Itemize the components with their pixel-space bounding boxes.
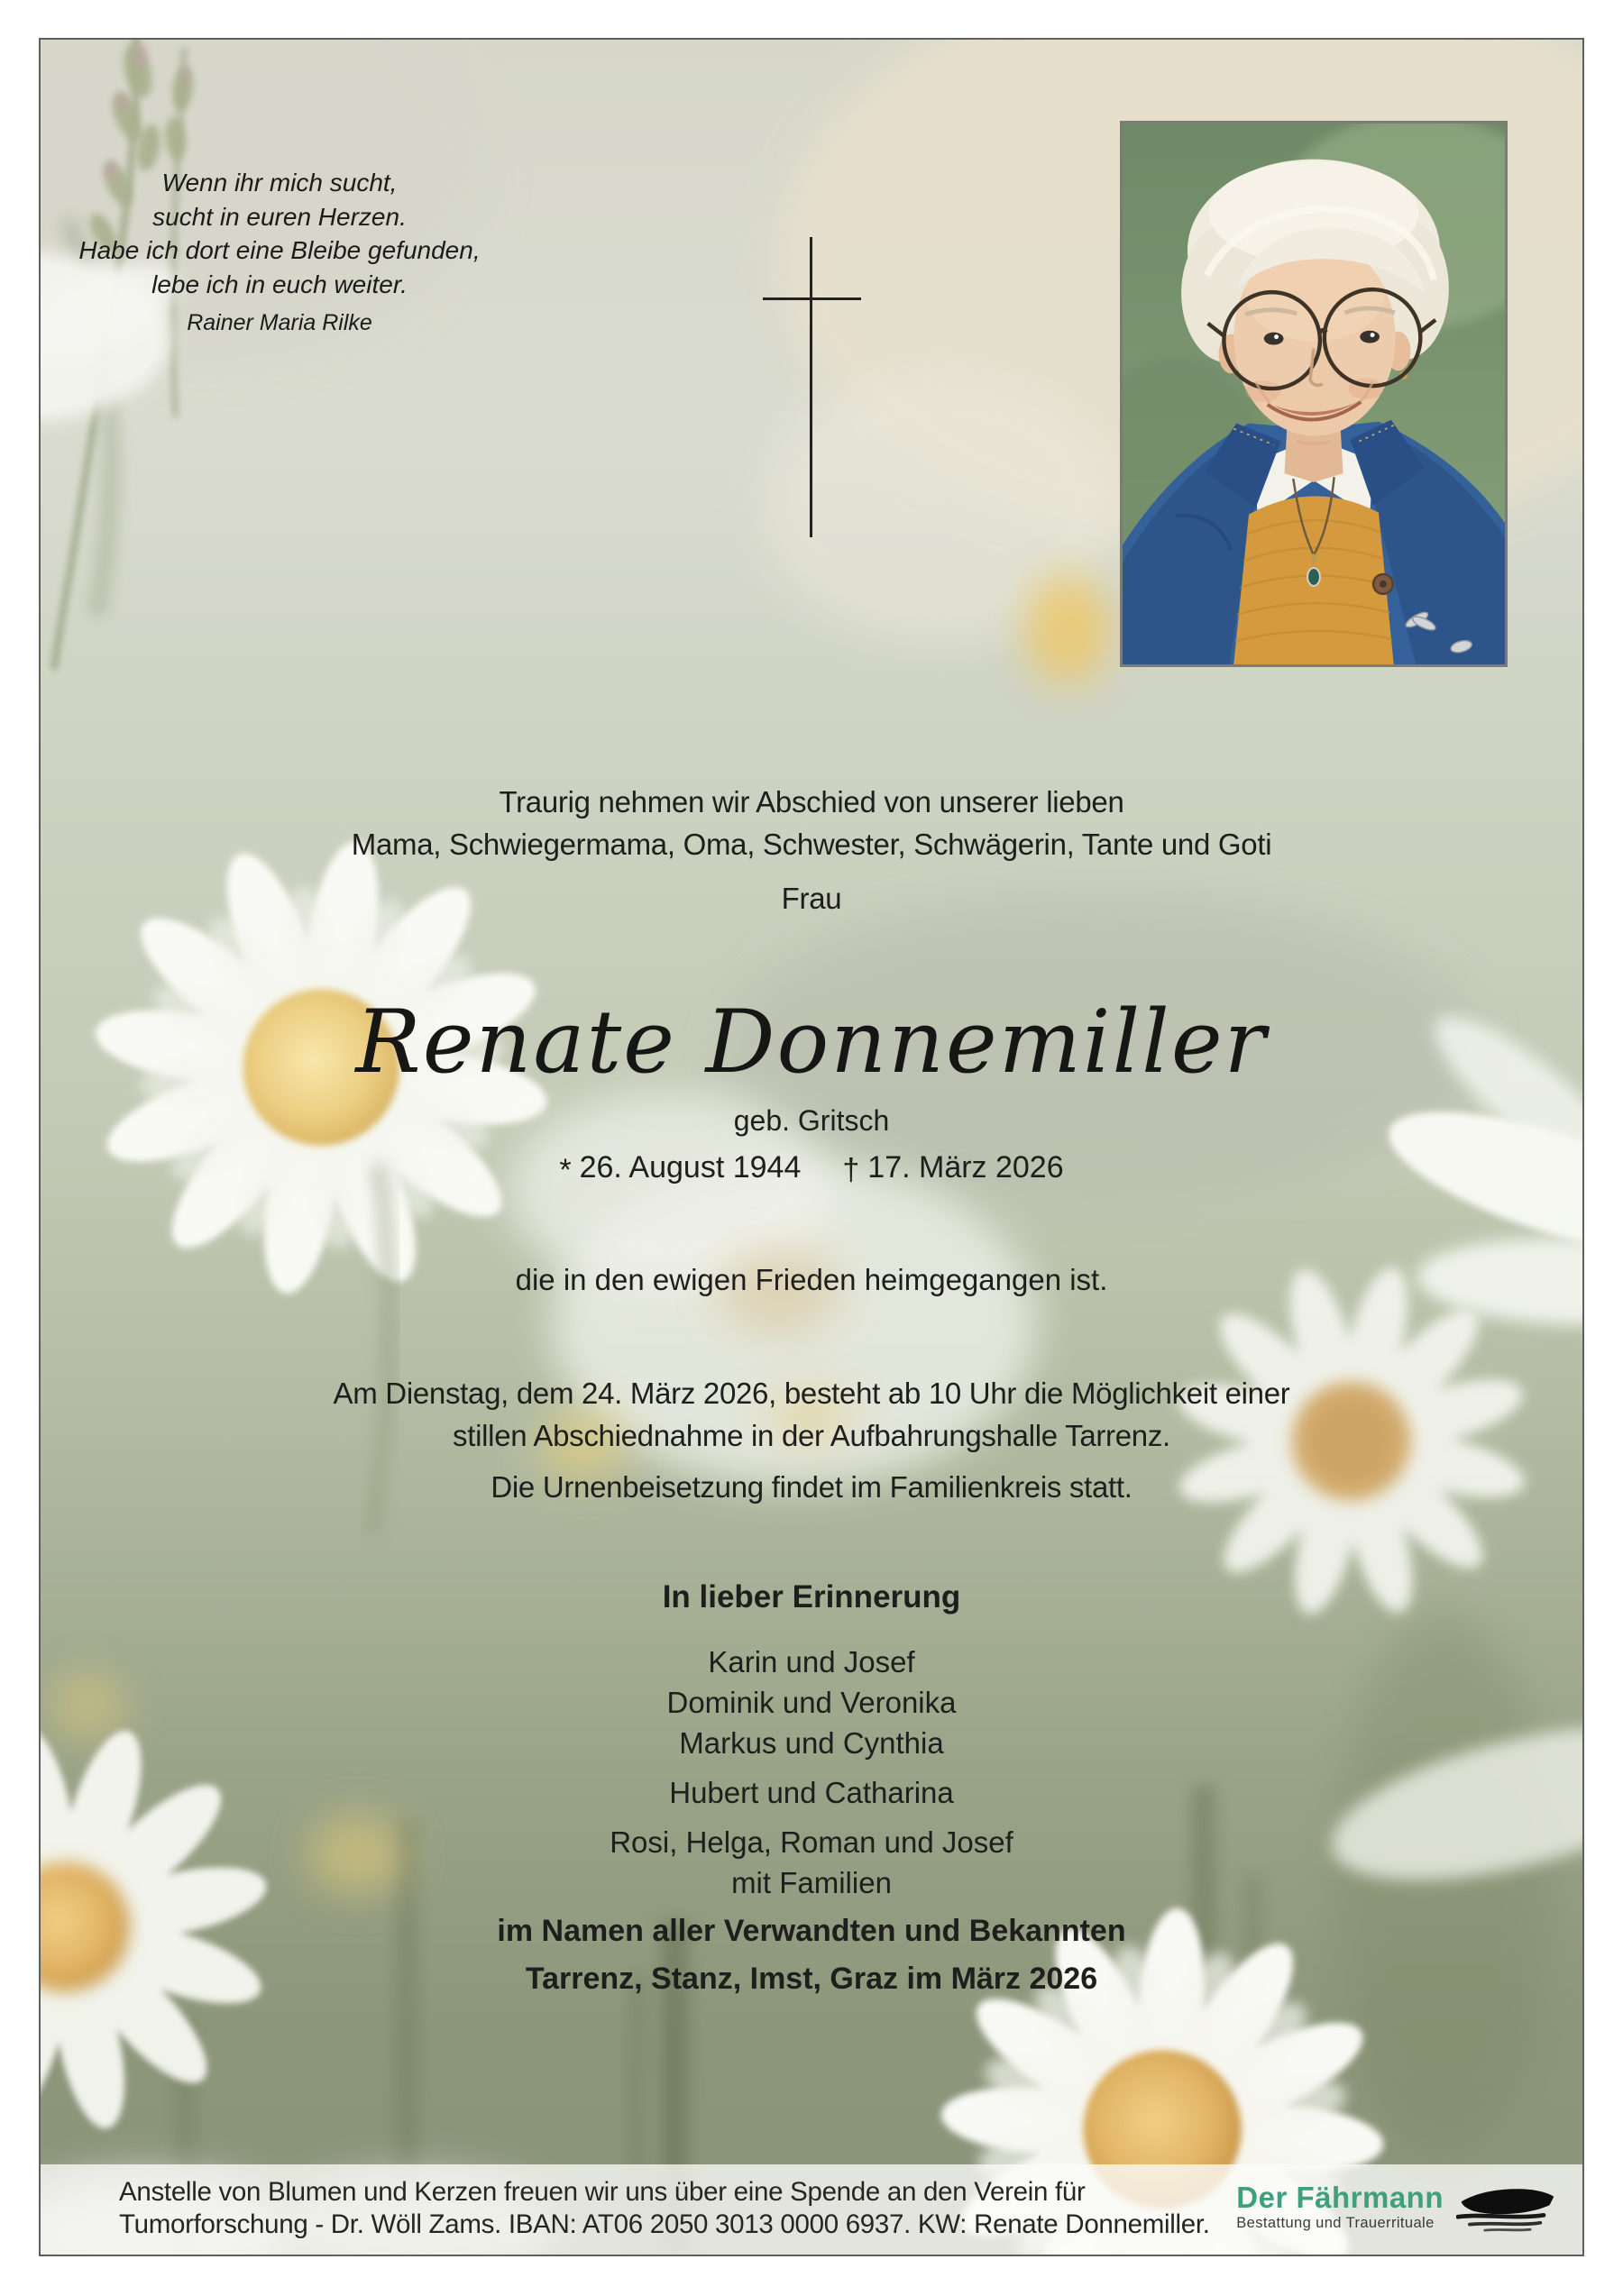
cross-horizontal-bar <box>763 297 861 300</box>
closing-line-1: im Namen aller Verwandten und Bekannten <box>497 1914 1126 1948</box>
donation-line-2: Tumorforschung - Dr. Wöll Zams. IBAN: AT06 2050 3013 0000 6937. KW: Renate Donnemiller. <box>119 2209 1210 2239</box>
mourner-line: Hubert und Catharina <box>669 1776 954 1809</box>
death-cross-symbol: † <box>842 1153 860 1187</box>
birth-date-group <box>559 1150 801 1185</box>
intro-line-1: Traurig nehmen wir Abschied von unserer lieben <box>499 785 1124 819</box>
portrait-photo <box>1120 121 1508 667</box>
mourner-line: Markus und Cynthia <box>679 1726 944 1760</box>
intro-line-2: Mama, Schwiegermama, Oma, Schwester, Schwägerin, Tante und Goti <box>351 828 1272 861</box>
salutation: Frau <box>781 882 842 915</box>
memorial-poem <box>72 166 487 341</box>
mourner-line: Dominik und Veronika <box>666 1686 957 1719</box>
mourner-line: Karin und Josef <box>708 1645 915 1679</box>
poem-line-2: sucht in euren Herzen. <box>152 202 407 231</box>
funeral-announcement <box>0 1372 1623 1508</box>
death-date: 17. März 2026 <box>867 1150 1064 1185</box>
birth-date: 26. August 1944 <box>579 1150 802 1185</box>
logo-name: Der Fährmann <box>1236 2180 1444 2214</box>
logo-tagline: Bestattung und Trauerrituale <box>1236 2214 1435 2231</box>
portrait-illustration <box>1123 123 1505 664</box>
poem-line-3: Habe ich dort eine Bleibe gefunden, <box>78 236 481 264</box>
funeral-home-logo <box>1236 2179 1557 2235</box>
death-date-group <box>842 1150 1063 1185</box>
urn-line: Die Urnenbeisetzung findet im Familienkreis statt. <box>491 1470 1132 1504</box>
birth-star-symbol: * <box>559 1153 572 1187</box>
deceased-name: Renate Donnemiller <box>355 992 1268 1093</box>
closing-line-2: Tarrenz, Stanz, Imst, Graz im März 2026 <box>525 1962 1098 1996</box>
donation-line-1: Anstelle von Blumen und Kerzen freuen wir uns über eine Spende an den Verein für <box>119 2177 1086 2207</box>
donation-note <box>119 2176 1210 2241</box>
logo-text <box>1236 2182 1444 2232</box>
poem-line-4: lebe ich in euch weiter. <box>151 270 408 298</box>
farewell-intro <box>0 781 1623 919</box>
cross-vertical-bar <box>810 237 812 537</box>
remembrance-heading: In lieber Erinnerung <box>662 1579 961 1615</box>
maiden-name: geb. Gritsch <box>733 1104 890 1137</box>
life-dates <box>0 1150 1623 1185</box>
mourners-list <box>0 1642 1623 1903</box>
poem-attribution: Rainer Maria Rilke <box>187 310 372 335</box>
mourner-line: Rosi, Helga, Roman und Josef <box>610 1825 1013 1859</box>
announcement-line-1: Am Dienstag, dem 24. März 2026, besteht ab 10 Uhr die Möglichkeit einer <box>333 1377 1290 1410</box>
passing-line: die in den ewigen Frieden heimgegangen ist. <box>515 1263 1108 1296</box>
announcement-line-2: stillen Abschiednahme in der Aufbahrungshalle Tarrenz. <box>453 1419 1170 1452</box>
footer-strip <box>41 2164 1582 2255</box>
mourner-line: mit Familien <box>731 1866 892 1899</box>
poem-line-1: Wenn ihr mich sucht, <box>161 169 398 197</box>
boat-icon <box>1456 2179 1557 2235</box>
